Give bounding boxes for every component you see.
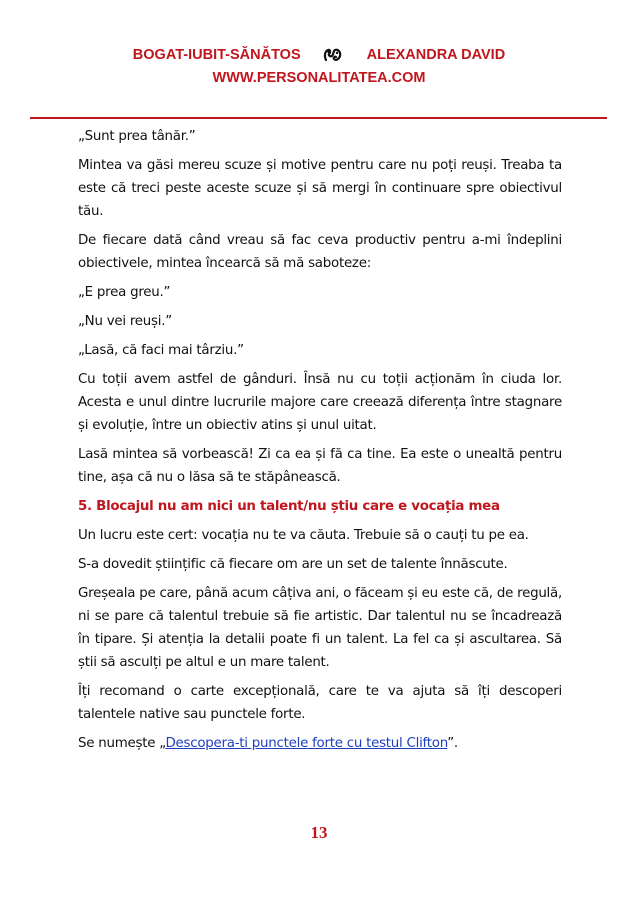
header-author: ALEXANDRA DAVID [366,47,506,63]
paragraph-3: De fiecare dată când vreau să fac ceva productiv pentru a-mi îndeplini obiectivele, mintea încearcă să mă saboteze: [78,233,562,271]
paragraph-5: „Nu vei reuși.” [78,314,172,329]
paragraph-12: Îți recomand o carte excepțională, care te va ajuta să îți descoperi talentele native sau punctele forte. [78,684,562,722]
header-title-line [0,42,638,68]
paragraph-1: „Sunt prea tânăr.” [78,129,196,144]
paragraph-10: S-a dovedit științific că fiecare om are un set de talente înnăscute. [78,557,508,572]
paragraph-13 [78,732,562,755]
decorative-ornament-icon [323,47,343,63]
book-title-link[interactable]: Descopera-ti punctele forte cu testul Clifton [165,736,448,751]
paragraph-13-prefix: Se numește „ [78,736,166,751]
paragraph-7: Cu toții avem astfel de gânduri. Însă nu cu toții acționăm în ciuda lor. Acesta e unul dintre lucrurile majore care creează diferența între stagnare și evoluție, între un obiectiv atins și unul uitat. [78,372,562,433]
header-divider [30,117,607,119]
paragraph-2: Mintea va găsi mereu scuze și motive pentru care nu poți reuși. Treaba ta este că treci peste aceste scuze și să mergi în continuare spre obiectivul tău. [78,158,562,219]
paragraph-6: „Lasă, că faci mai târziu.” [78,343,244,358]
paragraph-8: Lasă mintea să vorbească! Zi ca ea și fă ca tine. Ea este o unealtă pentru tine, așa că nu o lăsa să te stăpânească. [78,447,562,485]
header-website: WWW.PERSONALITATEA.COM [212,70,426,86]
paragraph-13-suffix: ”. [447,736,458,751]
page-number: 13 [310,823,328,842]
page-header [0,42,638,88]
paragraph-9: Un lucru este cert: vocația nu te va căuta. Trebuie să o cauți tu pe ea. [78,528,529,543]
paragraph-4: „E prea greu.” [78,285,171,300]
page-body [78,125,562,761]
header-book-title: BOGAT-IUBIT-SĂNĂTOS [132,47,301,63]
paragraph-11: Greșeala pe care, până acum câțiva ani, o făceam și eu este că, de regulă, ni se pare că talentul trebuie să fie artistic. Dar talentul nu se încadrează în tipare. Și atenția la detalii poate fi un talent. La fel ca și ascultarea. Să știi să asculți pe altul e un mare talent. [78,586,562,670]
section-heading: 5. Blocajul nu am nici un talent/nu știu care e vocația mea [78,499,500,514]
